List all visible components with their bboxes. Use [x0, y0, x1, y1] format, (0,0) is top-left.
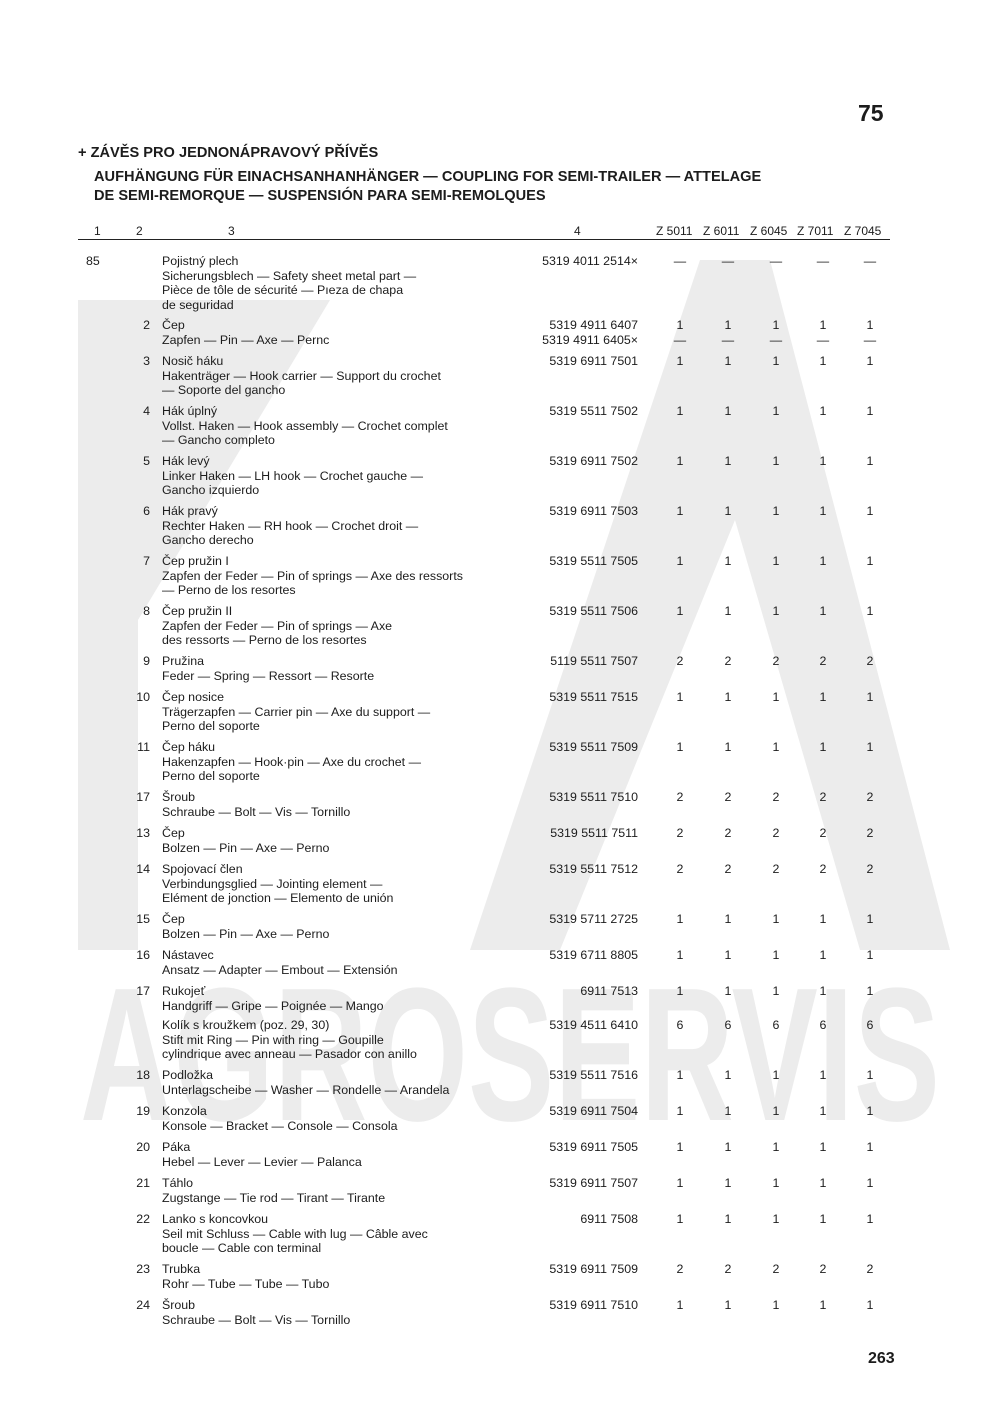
quantity-cell: 1	[772, 912, 780, 926]
part-description	[162, 790, 542, 819]
table-row	[78, 404, 890, 450]
quantity-cell: 2	[866, 654, 874, 668]
quantity-cell: 2	[724, 790, 732, 804]
part-number: 5319 5511 7506	[549, 604, 638, 618]
quantity-cell: 1	[866, 454, 874, 468]
quantity-cell: 1	[772, 454, 780, 468]
part-number: 5319 6911 7504	[549, 1104, 638, 1118]
position-number: 17	[136, 984, 150, 998]
description-line: Feder — Spring — Ressort — Resorte	[162, 668, 375, 683]
description-line: Spojovací člen	[162, 862, 243, 876]
quantity-cell: 2	[819, 826, 827, 840]
quantity-cell: 1	[772, 604, 780, 618]
column-header: 2	[136, 224, 143, 238]
quantity-cell: 1	[866, 604, 874, 618]
position-number: 16	[136, 948, 150, 962]
position-number: 3	[143, 354, 150, 368]
description-line: Perno del soporte	[162, 769, 260, 784]
quantity-cell: 1	[772, 554, 780, 568]
table-row	[78, 1018, 890, 1064]
description-line: Zugstange — Tie rod — Tirant — Tirante	[162, 1190, 386, 1205]
quantity-cell: 1	[772, 354, 780, 368]
quantity-cell: 1	[819, 454, 827, 468]
quantity-cell: 1	[819, 1140, 827, 1154]
part-number: 5319 5511 7509	[549, 740, 638, 754]
quantity-cell: 2	[866, 826, 874, 840]
quantity-cell: 1	[819, 1104, 827, 1118]
part-description	[162, 690, 542, 734]
quantity-cell-alt: —	[863, 332, 877, 347]
quantity-cell: 2	[772, 790, 780, 804]
quantity-cell: 1	[819, 1298, 827, 1312]
quantity-cell: 1	[866, 984, 874, 998]
description-line: — Perno de los resortes	[162, 583, 296, 598]
description-line: Gancho izquierdo	[162, 483, 260, 498]
description-line: Podložka	[162, 1068, 213, 1082]
quantity-cell: 1	[772, 984, 780, 998]
part-number: 5319 5511 7510	[549, 790, 638, 804]
quantity-cell: 1	[676, 404, 684, 418]
quantity-cell: 1	[676, 318, 684, 332]
title-czech: + ZÁVĚS PRO JEDNONÁPRAVOVÝ PŘÍVĚS	[78, 145, 379, 161]
description-line: Hák pravý	[162, 504, 218, 518]
quantity-cell: 1	[772, 1212, 780, 1226]
table-row	[78, 554, 890, 600]
quantity-cell: 1	[724, 318, 732, 332]
quantity-cell: 2	[866, 862, 874, 876]
quantity-cell: 1	[819, 690, 827, 704]
description-line: — Gancho completo	[162, 433, 275, 448]
part-number: 5319 5511 7511	[550, 826, 638, 840]
position-number: 9	[143, 654, 150, 668]
table-row	[78, 354, 890, 400]
description-line: Bolzen — Pin — Axe — Perno	[162, 840, 330, 855]
quantity-cell-alt: —	[721, 332, 735, 347]
quantity-cell: 2	[819, 862, 827, 876]
part-description	[162, 318, 542, 347]
position-number: 15	[136, 912, 150, 926]
column-header: Z 6011	[703, 224, 740, 238]
description-line: Hakenzapfen — Hook·pin — Axe du crochet —	[162, 754, 421, 769]
quantity-cell: 1	[819, 504, 827, 518]
description-line: Vollst. Haken — Hook assembly — Crochet complet	[162, 418, 448, 433]
quantity-cell: 2	[819, 654, 827, 668]
table-row	[78, 504, 890, 550]
column-header: Z 6045	[750, 224, 788, 238]
table-row	[78, 690, 890, 736]
quantity-cell: 1	[866, 1140, 874, 1154]
title-multilingual-line1: AUFHÄNGUNG FÜR EINACHSANHANHÄNGER — COUPLING FOR SEMI-TRAILER — ATTELAGE	[94, 169, 762, 185]
quantity-cell: 1	[772, 1068, 780, 1082]
part-description	[162, 254, 542, 312]
table-row	[78, 740, 890, 786]
part-description	[162, 604, 542, 648]
description-line: Bolzen — Pin — Axe — Perno	[162, 926, 330, 941]
description-line: Páka	[162, 1140, 191, 1154]
position-number: 19	[136, 1104, 150, 1118]
quantity-cell: 1	[819, 740, 827, 754]
table-row	[78, 1298, 890, 1344]
description-line: Hák levý	[162, 454, 210, 468]
quantity-cell: 2	[676, 654, 684, 668]
description-line: Čep háku	[162, 740, 216, 754]
quantity-cell: 2	[819, 1262, 827, 1276]
description-line: Pièce de tôle de sécurité — Pıeza de chapa	[162, 283, 404, 298]
quantity-cell: 1	[676, 948, 684, 962]
part-description	[162, 354, 542, 398]
quantity-cell: 1	[819, 554, 827, 568]
quantity-cell: 1	[724, 1104, 732, 1118]
quantity-cell: 1	[819, 1068, 827, 1082]
position-number: 6	[143, 504, 150, 518]
description-line: Pojistný plech	[162, 254, 239, 268]
part-number-alt: 5319 4911 6405×	[542, 332, 638, 347]
quantity-cell: 2	[676, 1262, 684, 1276]
quantity-cell: 1	[676, 354, 684, 368]
position-number: 22	[136, 1212, 150, 1226]
quantity-cell: 1	[772, 948, 780, 962]
position-number: 23	[136, 1262, 150, 1276]
quantity-cell: 6	[866, 1018, 874, 1032]
table-row	[78, 862, 890, 908]
position-number: 20	[136, 1140, 150, 1154]
part-number: 5319 5711 2725	[549, 912, 638, 926]
quantity-cell: 1	[772, 1140, 780, 1154]
part-description	[162, 1018, 542, 1062]
quantity-cell: 1	[724, 454, 732, 468]
position-number: 4	[143, 404, 150, 418]
quantity-cell: 2	[676, 790, 684, 804]
quantity-cell: 1	[676, 504, 684, 518]
quantity-cell: 1	[676, 604, 684, 618]
quantity-cell: 1	[819, 984, 827, 998]
quantity-cell: 1	[772, 404, 780, 418]
quantity-cell: 1	[772, 1298, 780, 1312]
part-description	[162, 1068, 542, 1097]
quantity-cell: 1	[724, 1068, 732, 1082]
description-line: Elément de jonction — Elemento de unión	[162, 891, 394, 906]
quantity-cell: 1	[676, 912, 684, 926]
part-number: 5319 6911 7505	[549, 1140, 638, 1154]
description-line: Hakenträger — Hook carrier — Support du crochet	[162, 368, 441, 383]
quantity-cell: 1	[819, 948, 827, 962]
quantity-cell: 1	[819, 318, 827, 332]
position-number: 2	[143, 318, 150, 332]
quantity-cell: 2	[772, 862, 780, 876]
description-line: Unterlagscheibe — Washer — Rondelle — Arandela	[162, 1082, 450, 1097]
description-line: Stift mit Ring — Pin with ring — Goupille	[162, 1032, 384, 1047]
quantity-cell: 1	[866, 1068, 874, 1082]
watermark-text: AGROSERVIS	[80, 949, 940, 1161]
quantity-cell: 6	[772, 1018, 780, 1032]
part-number: 5319 5511 7516	[549, 1068, 638, 1082]
description-line: Rukojeť	[162, 984, 206, 998]
table-row	[78, 254, 890, 312]
part-number: 5319 5511 7512	[549, 862, 638, 876]
description-line: Šroub	[162, 1298, 196, 1312]
part-description	[162, 862, 542, 906]
quantity-cell-alt: —	[673, 332, 687, 347]
part-description	[162, 1298, 542, 1327]
quantity-cell: 1	[866, 740, 874, 754]
part-description	[162, 404, 542, 448]
quantity-cell: 2	[724, 654, 732, 668]
description-line: Čep pružin I	[162, 554, 229, 568]
position-number: 8	[143, 604, 150, 618]
quantity-cell: 2	[866, 1262, 874, 1276]
description-line: boucle — Cable con terminal	[162, 1241, 322, 1256]
quantity-cell: 2	[724, 862, 732, 876]
quantity-cell: 1	[866, 1104, 874, 1118]
quantity-cell: 1	[866, 690, 874, 704]
quantity-cell: 1	[724, 984, 732, 998]
part-number: 5319 6911 7503	[549, 504, 638, 518]
quantity-cell: 1	[866, 1176, 874, 1190]
figure-number: 85	[86, 254, 100, 268]
quantity-cell: 2	[819, 790, 827, 804]
quantity-cell: 1	[772, 1104, 780, 1118]
quantity-cell: 1	[724, 504, 732, 518]
part-description	[162, 740, 542, 784]
part-description	[162, 454, 542, 498]
table-header	[78, 224, 890, 240]
column-header: Z 7045	[844, 224, 882, 238]
quantity-cell: 1	[724, 1298, 732, 1312]
position-number: 11	[137, 740, 150, 754]
page-number: 75	[858, 100, 884, 126]
part-number: 5319 5511 7515	[549, 690, 638, 704]
part-number: 5319 6911 7510	[549, 1298, 638, 1312]
quantity-cell: 1	[772, 1176, 780, 1190]
quantity-cell: 2	[772, 1262, 780, 1276]
description-line: Linker Haken — LH hook — Crochet gauche —	[162, 468, 424, 483]
quantity-cell: 1	[866, 318, 874, 332]
description-line: Konzola	[162, 1104, 207, 1118]
quantity-cell: 1	[772, 740, 780, 754]
quantity-cell: 1	[866, 354, 874, 368]
quantity-cell: 1	[676, 690, 684, 704]
part-description	[162, 1176, 542, 1205]
quantity-cell: 1	[724, 1212, 732, 1226]
quantity-cell: 1	[866, 404, 874, 418]
position-number: 18	[136, 1068, 150, 1082]
quantity-cell: —	[721, 254, 735, 268]
quantity-cell: 1	[819, 1212, 827, 1226]
description-line: des ressorts — Perno de los resortes	[162, 633, 367, 648]
quantity-cell: 1	[676, 1298, 684, 1312]
description-line: de seguridad	[162, 297, 234, 312]
column-header: Z 7011	[797, 224, 834, 238]
column-header: 4	[574, 224, 581, 238]
quantity-cell: 2	[676, 862, 684, 876]
quantity-cell: 1	[676, 1212, 684, 1226]
quantity-cell: 6	[676, 1018, 684, 1032]
description-line: Zapfen der Feder — Pin of springs — Axe	[162, 618, 393, 633]
quantity-cell: —	[863, 254, 877, 268]
part-number: 5319 6711 8805	[549, 948, 638, 962]
description-line: Trubka	[162, 1262, 201, 1276]
quantity-cell: 2	[772, 826, 780, 840]
quantity-cell: 6	[724, 1018, 732, 1032]
quantity-cell: 1	[819, 604, 827, 618]
description-line: Pružina	[162, 654, 205, 668]
description-line: Rohr — Tube — Tube — Tubo	[162, 1276, 330, 1291]
description-line: Konsole — Bracket — Console — Consola	[162, 1118, 398, 1133]
part-number: 5319 5511 7502	[549, 404, 638, 418]
quantity-cell: 2	[676, 826, 684, 840]
title-multilingual-line2: DE SEMI-REMORQUE — SUSPENSIÓN PARA SEMI-REMOLQUES	[94, 188, 546, 204]
description-line: Perno del soporte	[162, 719, 260, 734]
quantity-cell: 1	[724, 948, 732, 962]
description-line: Nosič háku	[162, 354, 224, 368]
description-line: Verbindungsglied — Jointing element —	[162, 876, 383, 891]
quantity-cell: 1	[724, 554, 732, 568]
quantity-cell: 1	[724, 354, 732, 368]
description-line: — Soporte del gancho	[162, 383, 286, 398]
quantity-cell: 1	[676, 554, 684, 568]
quantity-cell: 1	[772, 504, 780, 518]
part-description	[162, 554, 542, 598]
quantity-cell: 1	[866, 554, 874, 568]
description-line: Čep	[162, 826, 185, 840]
quantity-cell: —	[673, 254, 687, 268]
quantity-cell: 1	[724, 604, 732, 618]
description-line: Zapfen der Feder — Pin of springs — Axe des ressorts	[162, 568, 463, 583]
position-number: 21	[136, 1176, 150, 1190]
part-description	[162, 654, 542, 683]
description-line: Seil mit Schluss — Cable with lug — Câble avec	[162, 1226, 428, 1241]
part-number: 5319 6911 7509	[549, 1262, 638, 1276]
part-number: 5319 6911 7502	[549, 454, 638, 468]
part-description	[162, 912, 542, 941]
part-number: 5119 5511 7507	[550, 654, 638, 668]
part-description	[162, 504, 542, 548]
part-number: 5319 4011 2514×	[542, 254, 638, 268]
quantity-cell: 1	[772, 318, 780, 332]
table-row	[78, 604, 890, 650]
quantity-cell: 1	[724, 404, 732, 418]
position-number: 13	[136, 826, 150, 840]
quantity-cell: 1	[866, 1298, 874, 1312]
table-row	[78, 454, 890, 500]
part-number: 5319 5511 7505	[549, 554, 638, 568]
quantity-cell: 1	[866, 504, 874, 518]
quantity-cell: 2	[866, 790, 874, 804]
position-number: 17	[136, 790, 150, 804]
description-line: Ansatz — Adapter — Embout — Extensión	[162, 962, 398, 977]
quantity-cell: 1	[819, 404, 827, 418]
quantity-cell: —	[769, 254, 783, 268]
quantity-cell: 1	[724, 1176, 732, 1190]
position-number: 24	[136, 1298, 150, 1312]
quantity-cell: —	[816, 254, 830, 268]
column-header: Z 5011	[656, 224, 693, 238]
description-line: Nástavec	[162, 948, 214, 962]
header-rule	[78, 239, 890, 240]
quantity-cell: 1	[676, 1104, 684, 1118]
description-line: Trägerzapfen — Carrier pin — Axe du support —	[162, 704, 431, 719]
part-number: 6911 7513	[580, 984, 638, 998]
description-line: Zapfen — Pin — Axe — Pernc	[162, 332, 330, 347]
quantity-cell: 1	[819, 354, 827, 368]
part-description	[162, 1262, 542, 1291]
quantity-cell: 1	[676, 1176, 684, 1190]
footer-page-number: 263	[868, 1350, 895, 1367]
quantity-cell: 1	[676, 984, 684, 998]
quantity-cell: 1	[724, 1140, 732, 1154]
quantity-cell: 1	[866, 1212, 874, 1226]
description-line: Čep nosice	[162, 690, 224, 704]
position-number: 10	[136, 690, 150, 704]
description-line: Čep	[162, 912, 185, 926]
quantity-cell: 1	[724, 690, 732, 704]
position-number: 7	[143, 554, 150, 568]
part-description	[162, 1140, 542, 1169]
description-line: Šroub	[162, 790, 196, 804]
part-description	[162, 1104, 542, 1133]
part-number: 5319 6911 7501	[549, 354, 638, 368]
description-line: Sicherungsblech — Safety sheet metal part —	[162, 268, 417, 283]
quantity-cell: 1	[819, 1176, 827, 1190]
quantity-cell: 1	[676, 1068, 684, 1082]
quantity-cell: 1	[724, 740, 732, 754]
description-line: Čep	[162, 318, 185, 332]
description-line: Schraube — Bolt — Vis — Tornillo	[162, 804, 351, 819]
quantity-cell: 1	[866, 948, 874, 962]
position-number: 14	[136, 862, 150, 876]
description-line: Handgriff — Gripe — Poignée — Mango	[162, 998, 384, 1013]
quantity-cell: 1	[676, 454, 684, 468]
table-row	[78, 1212, 890, 1258]
position-number: 5	[143, 454, 150, 468]
part-number: 6911 7508	[580, 1212, 638, 1226]
description-line: cylindrique avec anneau — Pasador con anillo	[162, 1047, 417, 1062]
quantity-cell: 1	[676, 740, 684, 754]
part-number: 5319 6911 7507	[549, 1176, 638, 1190]
column-header: 3	[228, 224, 235, 238]
quantity-cell: 1	[676, 1140, 684, 1154]
part-description	[162, 826, 542, 855]
description-line: Hebel — Lever — Levier — Palanca	[162, 1154, 362, 1169]
description-line: Čep pružin II	[162, 604, 233, 618]
quantity-cell-alt: —	[769, 332, 783, 347]
quantity-cell: 1	[772, 690, 780, 704]
part-description	[162, 1212, 542, 1256]
quantity-cell: 2	[772, 654, 780, 668]
quantity-cell: 1	[724, 912, 732, 926]
description-line: Hák úplný	[162, 404, 218, 418]
description-line: Schraube — Bolt — Vis — Tornillo	[162, 1312, 351, 1327]
description-line: Táhlo	[162, 1176, 193, 1190]
description-line: Rechter Haken — RH hook — Crochet droit —	[162, 518, 419, 533]
description-line: Kolík s kroužkem (poz. 29, 30)	[162, 1018, 330, 1032]
part-number: 5319 4511 6410	[549, 1018, 638, 1032]
quantity-cell: 1	[866, 912, 874, 926]
description-line: Lanko s koncovkou	[162, 1212, 269, 1226]
part-number: 5319 4911 6407	[549, 318, 638, 332]
quantity-cell: 2	[724, 1262, 732, 1276]
column-header: 1	[94, 224, 101, 238]
description-line: Gancho derecho	[162, 533, 254, 548]
quantity-cell: 1	[819, 912, 827, 926]
quantity-cell: 6	[819, 1018, 827, 1032]
quantity-cell-alt: —	[816, 332, 830, 347]
part-description	[162, 984, 542, 1013]
part-description	[162, 948, 542, 977]
quantity-cell: 2	[724, 826, 732, 840]
